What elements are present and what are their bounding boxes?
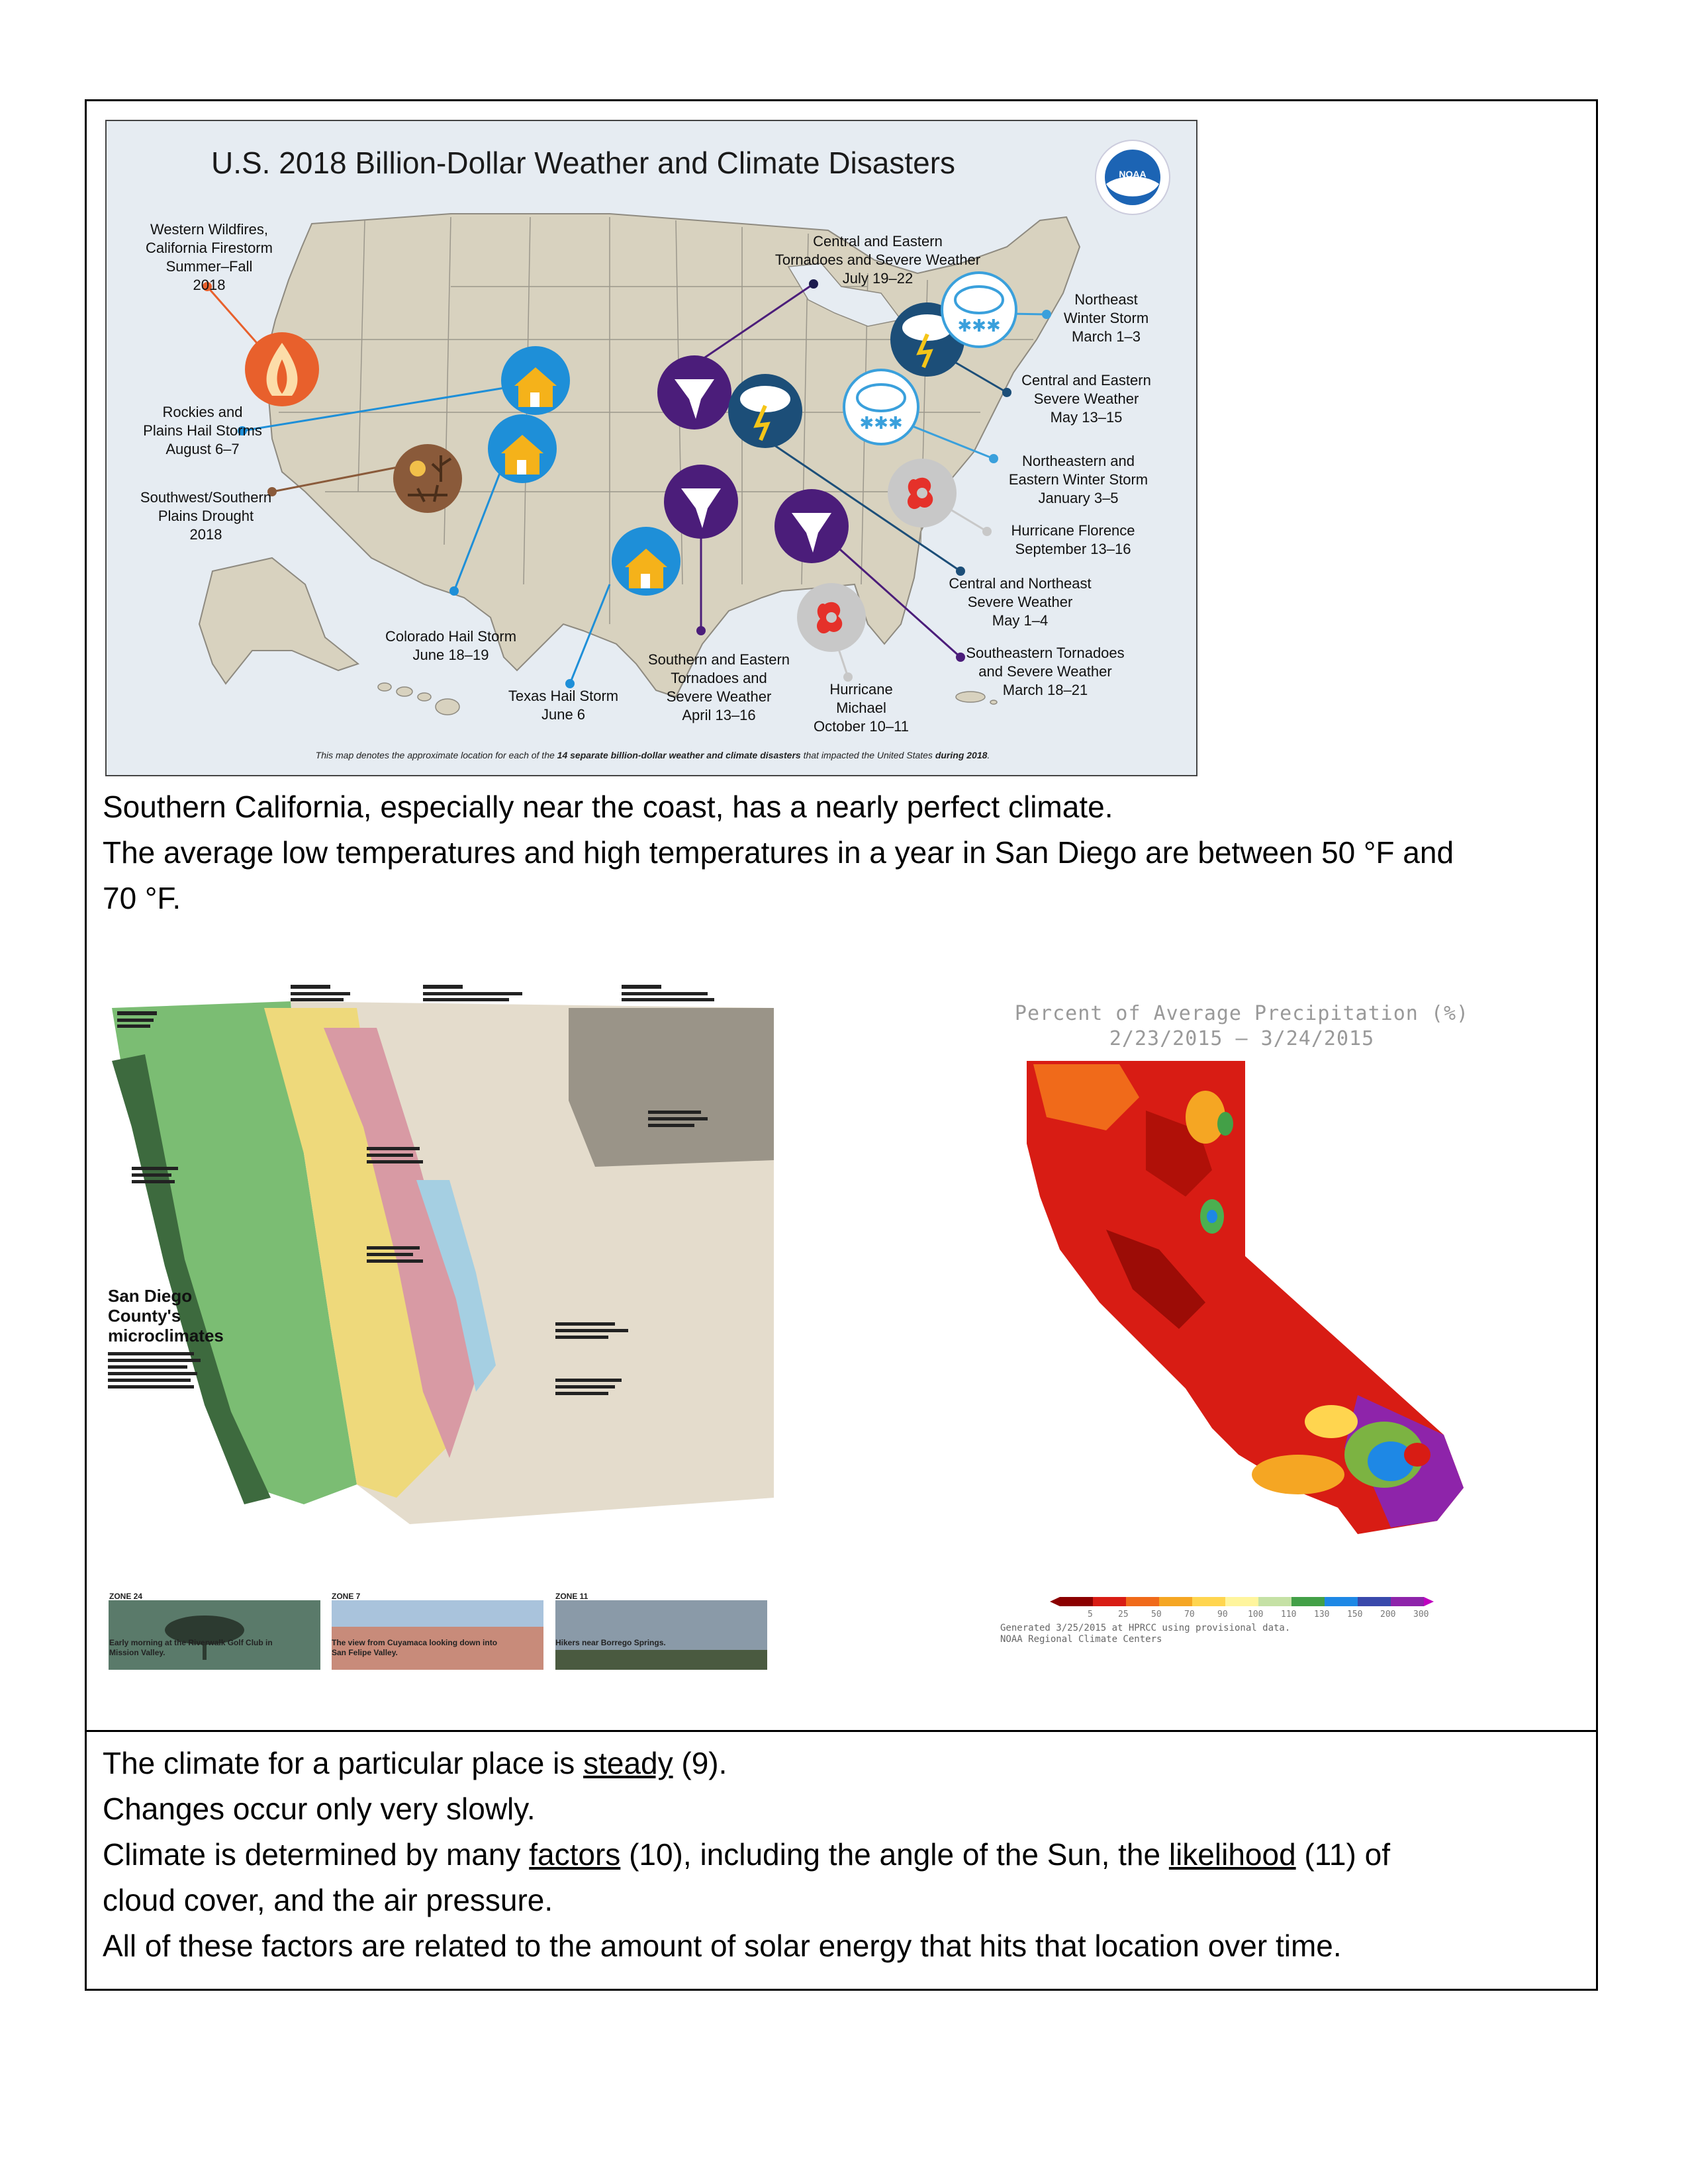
alaska xyxy=(199,558,358,684)
label-southeastern-tornadoes: Southeastern Tornadoes and Severe Weather March 18–21 xyxy=(966,645,1125,698)
noaa-logo-text: NOAA xyxy=(1119,169,1147,179)
label-central-eastern-tornadoes-july: Central and Eastern Tornadoes and Severe Weather July 19–22 xyxy=(774,233,981,287)
precip-tick-10: 200 xyxy=(1380,1610,1396,1619)
precip-tick-6: 100 xyxy=(1248,1610,1264,1619)
precip-map-title: Percent of Average Precipitation (%) xyxy=(1014,1002,1470,1025)
content-frame xyxy=(85,99,1598,1991)
us-disasters-map xyxy=(105,120,1197,776)
climate-intro-line-2: The average low temperatures and high temperatures in a year in San Diego are between 50 °F and xyxy=(103,835,1454,870)
precip-colorbar xyxy=(1050,1597,1434,1606)
term-factors: factors xyxy=(529,1837,621,1872)
tornado-icon-april xyxy=(664,465,738,539)
svg-text:✱✱✱: ✱✱✱ xyxy=(957,316,1001,336)
precip-tick-3: 50 xyxy=(1151,1610,1162,1619)
sd-map-title: San Diego County's microclimates xyxy=(108,1286,224,1345)
climate-intro-line-1: Southern California, especially near the coast, has a nearly perfect climate. xyxy=(103,790,1113,824)
hail-icon-colorado xyxy=(488,414,557,483)
tornado-icon-march xyxy=(774,489,849,563)
disasters-map-title: U.S. 2018 Billion-Dollar Weather and Climate Disasters xyxy=(211,146,956,180)
label-northeast-winter-march: Northeast Winter Storm March 1–3 xyxy=(1063,291,1149,345)
label-hurricane-florence: Hurricane Florence September 13–16 xyxy=(1011,522,1135,557)
hail-icon-texas xyxy=(612,527,680,596)
drought-icon xyxy=(393,444,462,513)
precip-tick-11: 300 xyxy=(1413,1610,1429,1619)
term-steady: steady xyxy=(583,1746,673,1780)
precip-generated-note: Generated 3/25/2015 at HPRCC using provisional data. NOAA Regional Climate Centers xyxy=(1000,1623,1291,1645)
hurricane-icon-michael xyxy=(797,583,866,652)
factors-line-3: Climate is determined by many factors (10), including the angle of the Sun, the likelihood (11) of xyxy=(103,1837,1390,1872)
hail-icon-rockies xyxy=(501,346,570,415)
photo-caption-2: The view from Cuyamaca looking down into San Felipe Valley. xyxy=(332,1638,498,1657)
photo-caption-3: Hikers near Borrego Springs. xyxy=(555,1638,666,1647)
photo-caption-1: Early morning at the Riverwalk Golf Club in Mission Valley. xyxy=(109,1638,273,1657)
precip-tick-5: 90 xyxy=(1217,1610,1228,1619)
factors-line-4: cloud cover, and the air pressure. xyxy=(103,1883,553,1917)
california-precip-graphic xyxy=(987,998,1497,1660)
label-western-wildfires: Western Wildfires, California Firestorm Summer–Fall 2018 xyxy=(146,221,273,293)
severe-weather-icon-may1 xyxy=(728,374,802,448)
precip-tick-1: 5 xyxy=(1088,1610,1093,1619)
hurricane-icon-florence xyxy=(888,459,957,527)
precip-tick-8: 130 xyxy=(1314,1610,1330,1619)
label-texas-hail: Texas Hail Storm June 6 xyxy=(508,688,619,723)
svg-text:✱✱✱: ✱✱✱ xyxy=(859,414,903,433)
winter-storm-icon-jan xyxy=(844,370,918,444)
san-diego-microclimates-map xyxy=(105,981,774,1670)
label-rockies-plains-hail: Rockies and Plains Hail Storms August 6–7 xyxy=(143,404,262,457)
tornado-icon-july xyxy=(657,355,731,430)
precip-tick-7: 110 xyxy=(1281,1610,1297,1619)
sd-dark-desert-zone xyxy=(569,1008,774,1167)
disasters-map-footnote: This map denotes the approximate location for each of the 14 separate billion-dollar weather and climate disasters that impacted the United States during 2018. xyxy=(315,750,990,760)
hawaii xyxy=(378,683,459,715)
factors-line-5: All of these factors are related to the amount of solar energy that hits that location over time. xyxy=(103,1929,1342,1963)
wildfire-icon xyxy=(245,332,319,406)
label-southern-eastern-tornadoes: Southern and Eastern Tornadoes and Severe Weather April 13–16 xyxy=(647,651,790,723)
label-colorado-hail: Colorado Hail Storm June 18–19 xyxy=(385,628,517,663)
precipitation-map xyxy=(987,998,1497,1660)
table-row-divider xyxy=(87,1730,1596,1732)
photo-zone-label-2: ZONE 7 xyxy=(332,1592,361,1601)
climate-intro-text xyxy=(103,784,1454,921)
factors-line-1: The climate for a particular place is steady (9). xyxy=(103,1746,727,1780)
precip-map-dates: 2/23/2015 – 3/24/2015 xyxy=(1109,1027,1375,1050)
factors-line-2: Changes occur only very slowly. xyxy=(103,1792,536,1826)
label-hurricane-michael: Hurricane Michael October 10–11 xyxy=(814,681,909,735)
label-central-eastern-severe-may: Central and Eastern Severe Weather May 13–15 xyxy=(1021,372,1151,426)
precip-tick-4: 70 xyxy=(1184,1610,1195,1619)
term-likelihood: likelihood xyxy=(1168,1837,1296,1872)
precip-tick-9: 150 xyxy=(1347,1610,1363,1619)
label-central-northeast-severe: Central and Northeast Severe Weather May 1–4 xyxy=(949,575,1092,629)
climate-factors-text xyxy=(103,1741,1390,1969)
label-southwest-drought: Southwest/Southern Plains Drought 2018 xyxy=(140,489,272,543)
photo-zone-label-3: ZONE 11 xyxy=(555,1592,588,1601)
photo-zone-label-1: ZONE 24 xyxy=(109,1592,143,1601)
label-northeastern-winter-jan: Northeastern and Eastern Winter Storm January 3–5 xyxy=(1008,453,1149,506)
climate-intro-line-3: 70 °F. xyxy=(103,881,181,915)
precip-tick-2: 25 xyxy=(1118,1610,1129,1619)
